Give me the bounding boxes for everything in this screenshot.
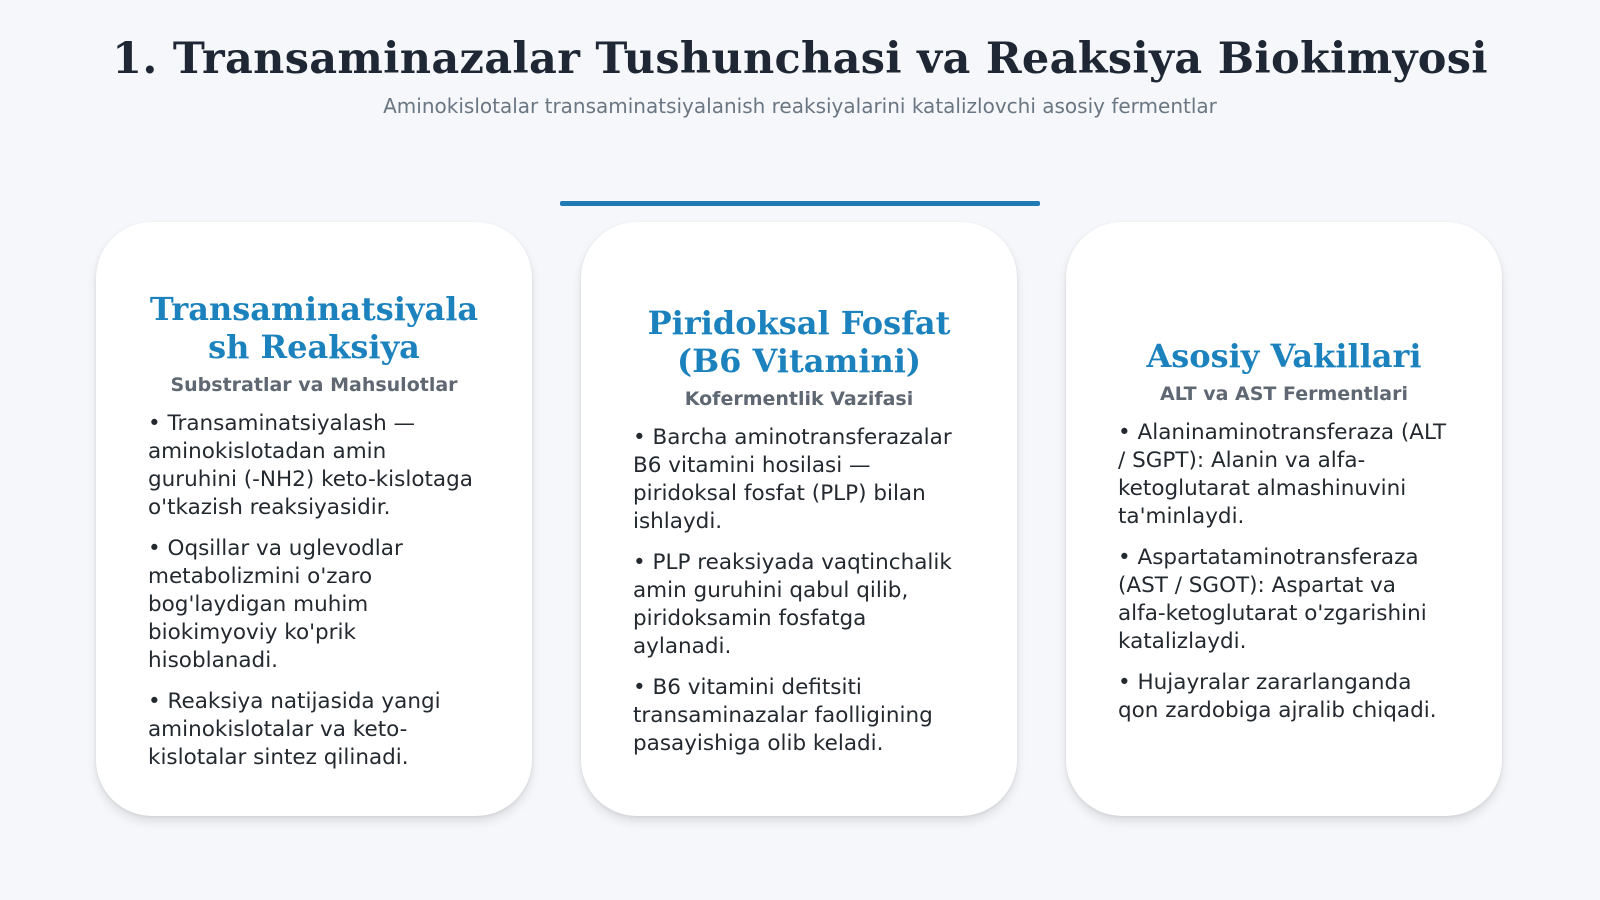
bullet-list — [148, 410, 480, 772]
bullet-item: • Reaksiya natijasida yangi aminokislotalar va keto-kislotalar sintez qilinadi. — [148, 689, 441, 770]
card-title: Asosiy Vakillari — [1146, 337, 1422, 375]
card-title: Piridoksal Fosfat (B6 Vitamini) — [647, 304, 951, 380]
page-title: 1. Transaminazalar Tushunchasi va Reaksiya Biokimyosi — [112, 34, 1488, 84]
bullet-list — [633, 424, 965, 758]
bullet-item: • Hujayralar zararlanganda qon zardobiga ajralib chiqadi. — [1118, 670, 1437, 723]
bullet-item: • Aspartataminotransferaza (AST / SGOT): Aspartat va alfa-ketoglutarat o'zgarishini katalizlaydi. — [1118, 545, 1427, 654]
bullet-item: • B6 vitamini defitsiti transaminazalar faolligining pasayishiga olib keladi. — [633, 675, 933, 756]
bullet-item: • Alaninaminotransferaza (ALT / SGPT): Alanin va alfa-ketoglutarat almashinuvini ta'minlaydi. — [1118, 420, 1447, 529]
card-title: Transaminatsiyalash Reaksiya — [149, 290, 479, 366]
bullet-item: • Transaminatsiyalash — aminokislotadan amin guruhini (-NH2) keto-kislotaga o'tkazish reaksiyasidir. — [148, 411, 473, 520]
accent-divider — [560, 201, 1040, 206]
card-subtitle: Kofermentlik Vazifasi — [684, 388, 914, 410]
bullet-item: • Oqsillar va uglevodlar metabolizmini o'zaro bog'laydigan muhim biokimyoviy ko'prik hisoblanadi. — [148, 536, 403, 673]
card-main-representatives — [1066, 222, 1502, 816]
card-pyridoxal-phosphate — [581, 222, 1017, 816]
page-subtitle: Aminokislotalar transaminatsiyalanish reaksiyalarini katalizlovchi asosiy fermentlar — [383, 94, 1217, 118]
bullet-item: • Barcha aminotransferazalar B6 vitamini hosilasi — piridoksal fosfat (PLP) bilan ishlaydi. — [633, 425, 952, 534]
card-transamination-reaction — [96, 222, 532, 816]
bullet-list — [1118, 419, 1450, 725]
card-subtitle: Substratlar va Mahsulotlar — [170, 374, 458, 396]
bullet-item: • PLP reaksiyada vaqtinchalik amin guruhini qabul qilib, piridoksamin fosfatga aylanadi. — [633, 550, 952, 659]
card-subtitle: ALT va AST Fermentlari — [1159, 383, 1408, 405]
